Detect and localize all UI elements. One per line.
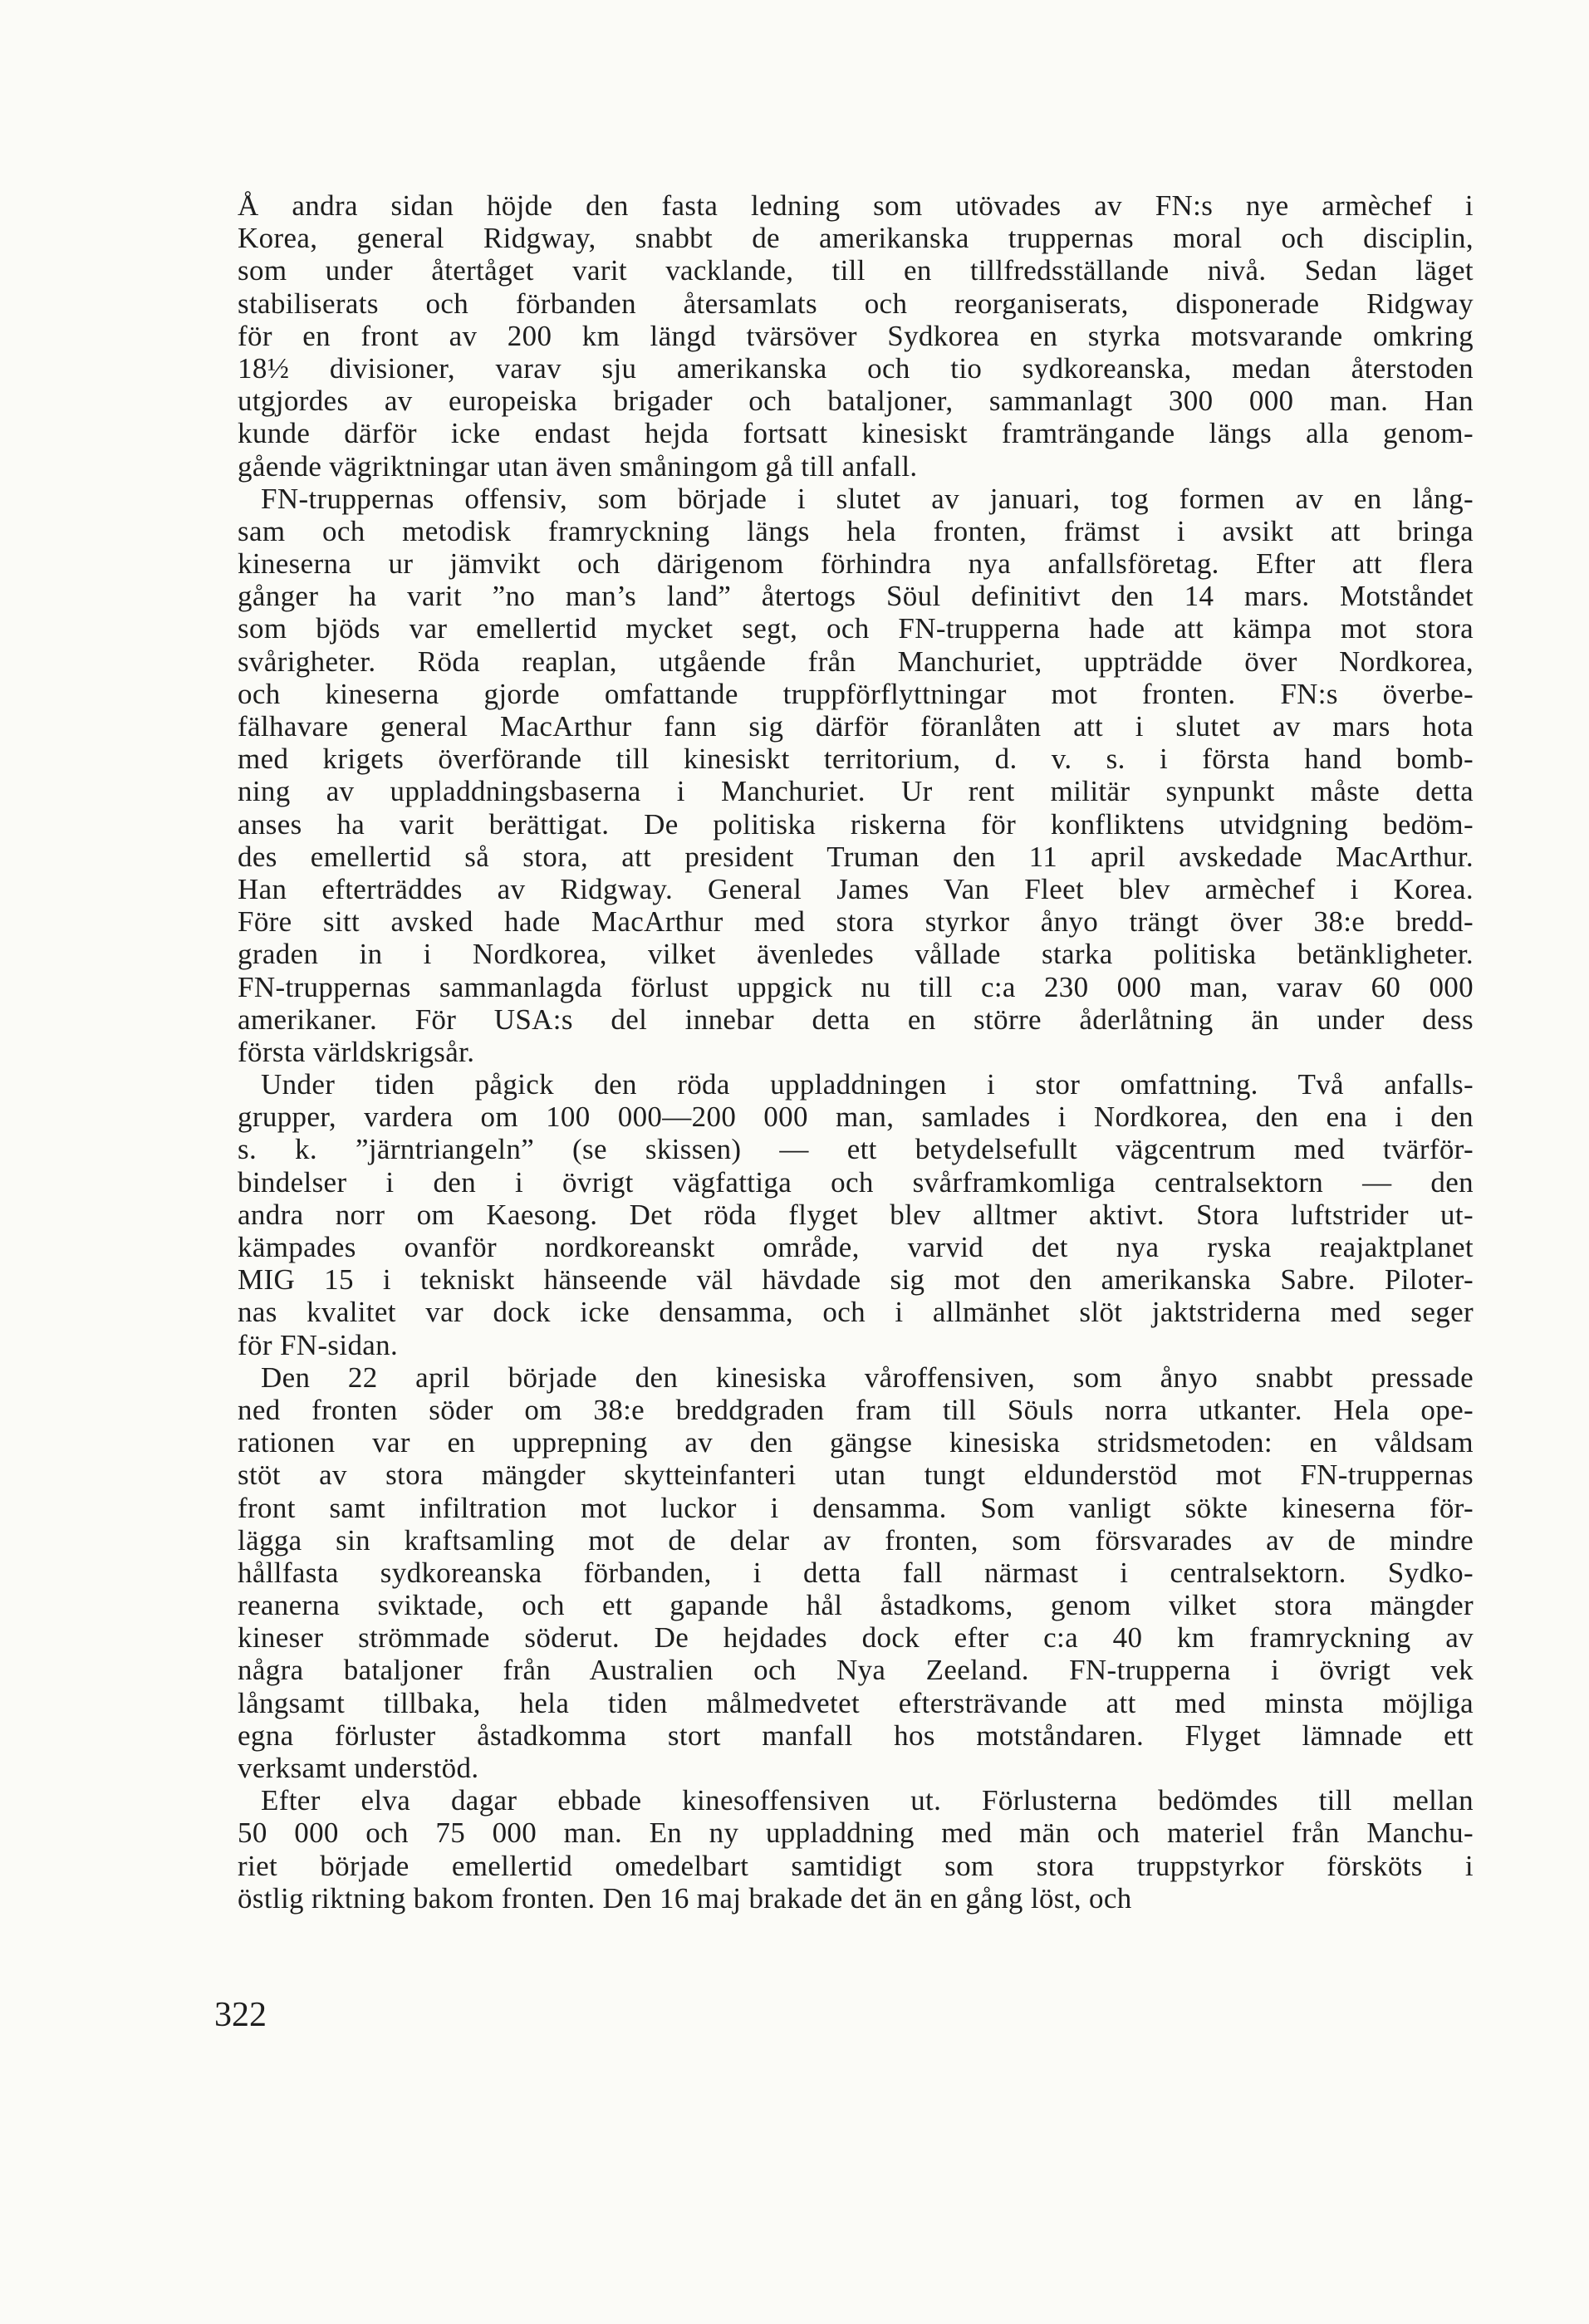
text-line: några bataljoner från Australien och Nya Zeeland. FN-trupperna i övrigt vek xyxy=(238,1654,1474,1687)
text-line: riet började emellertid omedelbart samtidigt som stora truppstyrkor försköts i xyxy=(238,1849,1474,1882)
text-line: Den 22 april började den kinesiska våroffensiven, som ånyo snabbt pressade xyxy=(261,1361,1474,1394)
text-line: FN-truppernas sammanlagda förlust uppgick nu till c:a 230 000 man, varav 60 000 xyxy=(238,970,1474,1003)
text-line: gånger ha varit ”no man’s land” återtogs Söul definitivt den 14 mars. Motståndet xyxy=(238,580,1474,613)
text-line: sam och metodisk framryckning längs hela fronten, främst i avsikt att bringa xyxy=(238,514,1474,547)
text-line: fälhavare general MacArthur fann sig därför föranlåten att i slutet av mars hota xyxy=(238,710,1474,743)
text-line: 18½ divisioner, varav sju amerikanska och tio sydkoreanska, medan återstoden xyxy=(238,351,1474,385)
text-line: stabiliserats och förbanden återsamlats och reorganiserats, disponerade Ridgway xyxy=(238,287,1474,320)
text-line: östlig riktning bakom fronten. Den 16 maj brakade det än en gång löst, och xyxy=(238,1881,1132,1915)
text-line: graden in i Nordkorea, vilket ävenledes vållade starka politiska betänkligheter. xyxy=(238,938,1474,971)
body-text xyxy=(238,189,1474,1915)
text-line: långsamt tillbaka, hela tiden målmedvetet eftersträvande att med minsta möjliga xyxy=(238,1686,1474,1719)
text-line: kämpades ovanför nordkoreanskt område, varvid det nya ryska reajaktplanet xyxy=(238,1231,1474,1263)
text-line: 50 000 och 75 000 man. En ny uppladdning med män och materiel från Manchu- xyxy=(238,1817,1474,1850)
text-line: Korea, general Ridgway, snabbt de amerikanska truppernas moral och disciplin, xyxy=(238,222,1474,255)
text-line: s. k. ”järntriangeln” (se skissen) — ett betydelsefullt vägcentrum med tvärför- xyxy=(238,1133,1474,1166)
text-line: ning av uppladdningsbaserna i Manchuriet. Ur rent militär synpunkt måste detta xyxy=(238,775,1474,808)
paragraph xyxy=(238,189,1474,483)
text-line: amerikaner. För USA:s del innebar detta en större åderlåtning än under dess xyxy=(238,1003,1474,1036)
text-line: bindelser i den i övrigt vägfattiga och svårframkomliga centralsektorn — den xyxy=(238,1165,1474,1199)
text-line: Å andra sidan höjde den fasta ledning som utövades av FN:s nye armèchef i xyxy=(238,189,1474,222)
text-line: ned fronten söder om 38:e breddgraden fram till Söuls norra utkanter. Hela ope- xyxy=(238,1393,1474,1426)
text-line: nas kvalitet var dock icke densamma, och i allmänhet slöt jaktstriderna med seger xyxy=(238,1296,1474,1329)
text-line: svårigheter. Röda reaplan, utgående från Manchuriet, uppträdde över Nordkorea, xyxy=(238,645,1474,678)
text-line: front samt infiltration mot luckor i densamma. Som vanligt sökte kineserna för- xyxy=(238,1491,1474,1524)
text-line: verksamt understöd. xyxy=(238,1752,479,1784)
text-line: för FN-sidan. xyxy=(238,1328,399,1361)
text-line: des emellertid så stora, att president Truman den 11 april avskedade MacArthur. xyxy=(238,840,1474,873)
text-line: kineser strömmade söderut. De hejdades dock efter c:a 40 km framryckning av xyxy=(238,1621,1474,1655)
text-line: anses ha varit berättigat. De politiska riskerna för konfliktens utvidgning bedöm- xyxy=(238,807,1474,841)
text-line: gående vägriktningar utan även småningom gå till anfall. xyxy=(238,449,918,483)
text-line: FN-truppernas offensiv, som började i slutet av januari, tog formen av en lång- xyxy=(261,482,1474,515)
text-line: Under tiden pågick den röda uppladdningen i stor omfattning. Två anfalls- xyxy=(261,1068,1474,1101)
text-line: första världskrigsår. xyxy=(238,1035,475,1068)
paragraph xyxy=(238,1784,1474,1915)
text-line: Efter elva dagar ebbade kinesoffensiven ut. Förlusterna bedömdes till mellan xyxy=(261,1784,1474,1817)
text-line: Före sitt avsked hade MacArthur med stora styrkor ånyo trängt över 38:e bredd- xyxy=(238,905,1474,939)
text-line: egna förluster åstadkomma stort manfall hos motståndaren. Flyget lämnade ett xyxy=(238,1718,1474,1752)
paragraph xyxy=(238,1361,1474,1784)
paragraph xyxy=(238,1068,1474,1361)
text-line: och kineserna gjorde omfattande truppförflyttningar mot fronten. FN:s överbe- xyxy=(238,677,1474,710)
text-line: grupper, vardera om 100 000—200 000 man, samlades i Nordkorea, den ena i den xyxy=(238,1101,1474,1134)
text-line: stöt av stora mängder skytteinfanteri utan tungt eldunderstöd mot FN-truppernas xyxy=(238,1459,1474,1492)
text-line: som under återtåget varit vacklande, till en tillfredsställande nivå. Sedan läget xyxy=(238,254,1474,287)
text-line: rationen var en upprepning av den gängse kinesiska stridsmetoden: en våldsam xyxy=(238,1426,1474,1459)
text-line: hållfasta sydkoreanska förbanden, i detta fall närmast i centralsektorn. Sydko- xyxy=(238,1556,1474,1589)
text-line: kunde därför icke endast hejda fortsatt kinesiskt framträngande längs alla genom- xyxy=(238,417,1474,450)
text-line: kineserna ur jämvikt och därigenom förhindra nya anfallsföretag. Efter att flera xyxy=(238,547,1474,581)
text-line: som bjöds var emellertid mycket segt, och FN-trupperna hade att kämpa mot stora xyxy=(238,612,1474,645)
text-line: Han efterträddes av Ridgway. General James Van Fleet blev armèchef i Korea. xyxy=(238,872,1474,905)
text-line: reanerna sviktade, och ett gapande hål åstadkoms, genom vilket stora mängder xyxy=(238,1589,1474,1622)
page-number: 322 xyxy=(214,1996,267,2034)
text-line: med krigets överförande till kinesiskt territorium, d. v. s. i första hand bomb- xyxy=(238,743,1474,776)
text-line: lägga sin kraftsamling mot de delar av fronten, som försvarades av de mindre xyxy=(238,1523,1474,1557)
text-line: för en front av 200 km längd tvärsöver Sydkorea en styrka motsvarande omkring xyxy=(238,319,1474,352)
text-line: utgjordes av europeiska brigader och bataljoner, sammanlagt 300 000 man. Han xyxy=(238,385,1474,418)
text-line: andra norr om Kaesong. Det röda flyget blev alltmer aktivt. Stora luftstrider ut- xyxy=(238,1198,1474,1231)
text-line: MIG 15 i tekniskt hänseende väl hävdade sig mot den amerikanska Sabre. Piloter- xyxy=(238,1263,1474,1297)
paragraph xyxy=(238,483,1474,1068)
